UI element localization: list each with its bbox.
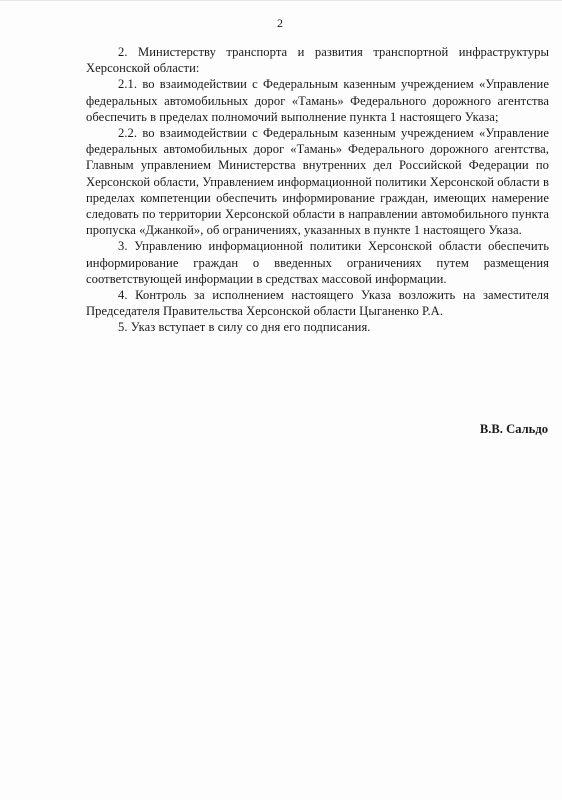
paragraph-5: 5. Указ вступает в силу со дня его подписания. — [118, 320, 371, 335]
paragraph-3: 3. Управлению информационной политики Херсонской области обеспечить информирование граждан о введенных ограничениях путем размещения соответствующей информации в средствах массовой информации. — [86, 239, 549, 286]
paragraph-2: 2. Министерству транспорта и развития транспортной инфраструктуры Херсонской области: — [86, 45, 549, 76]
paragraph-2-1: 2.1. во взаимодействии с Федеральным казенным учреждением «Управление федеральных автомобильных дорог «Тамань» Федерального дорожного агентства обеспечить в пределах полномочий выполнение пункта 1 настоящего Указа; — [86, 77, 549, 124]
page-number: 2 — [277, 16, 283, 30]
paragraph-2-2: 2.2. во взаимодействии с Федеральным казенным учреждением «Управление федеральных автомобильных дорог «Тамань» Федерального дорожного агентства, Главным управлением Министерства внутренних дел Российской Федерации по Херсонской области, Управлением информационной политики Херсонской области в пределах компетенции обеспечить информирование граждан, имеющих намерение следовать по территории Херсонской области в направлении автомобильного пункта пропуска «Джанкой», об ограничениях, указанных в пункте 1 настоящего Указа. — [86, 126, 549, 238]
document-body — [86, 44, 549, 336]
paragraph-4: 4. Контроль за исполнением настоящего Указа возложить на заместителя Председателя Правительства Херсонской области Цыганенко Р.А. — [86, 288, 549, 319]
scan-edge — [0, 0, 562, 1]
signature-name: В.В. Сальдо — [479, 422, 548, 436]
